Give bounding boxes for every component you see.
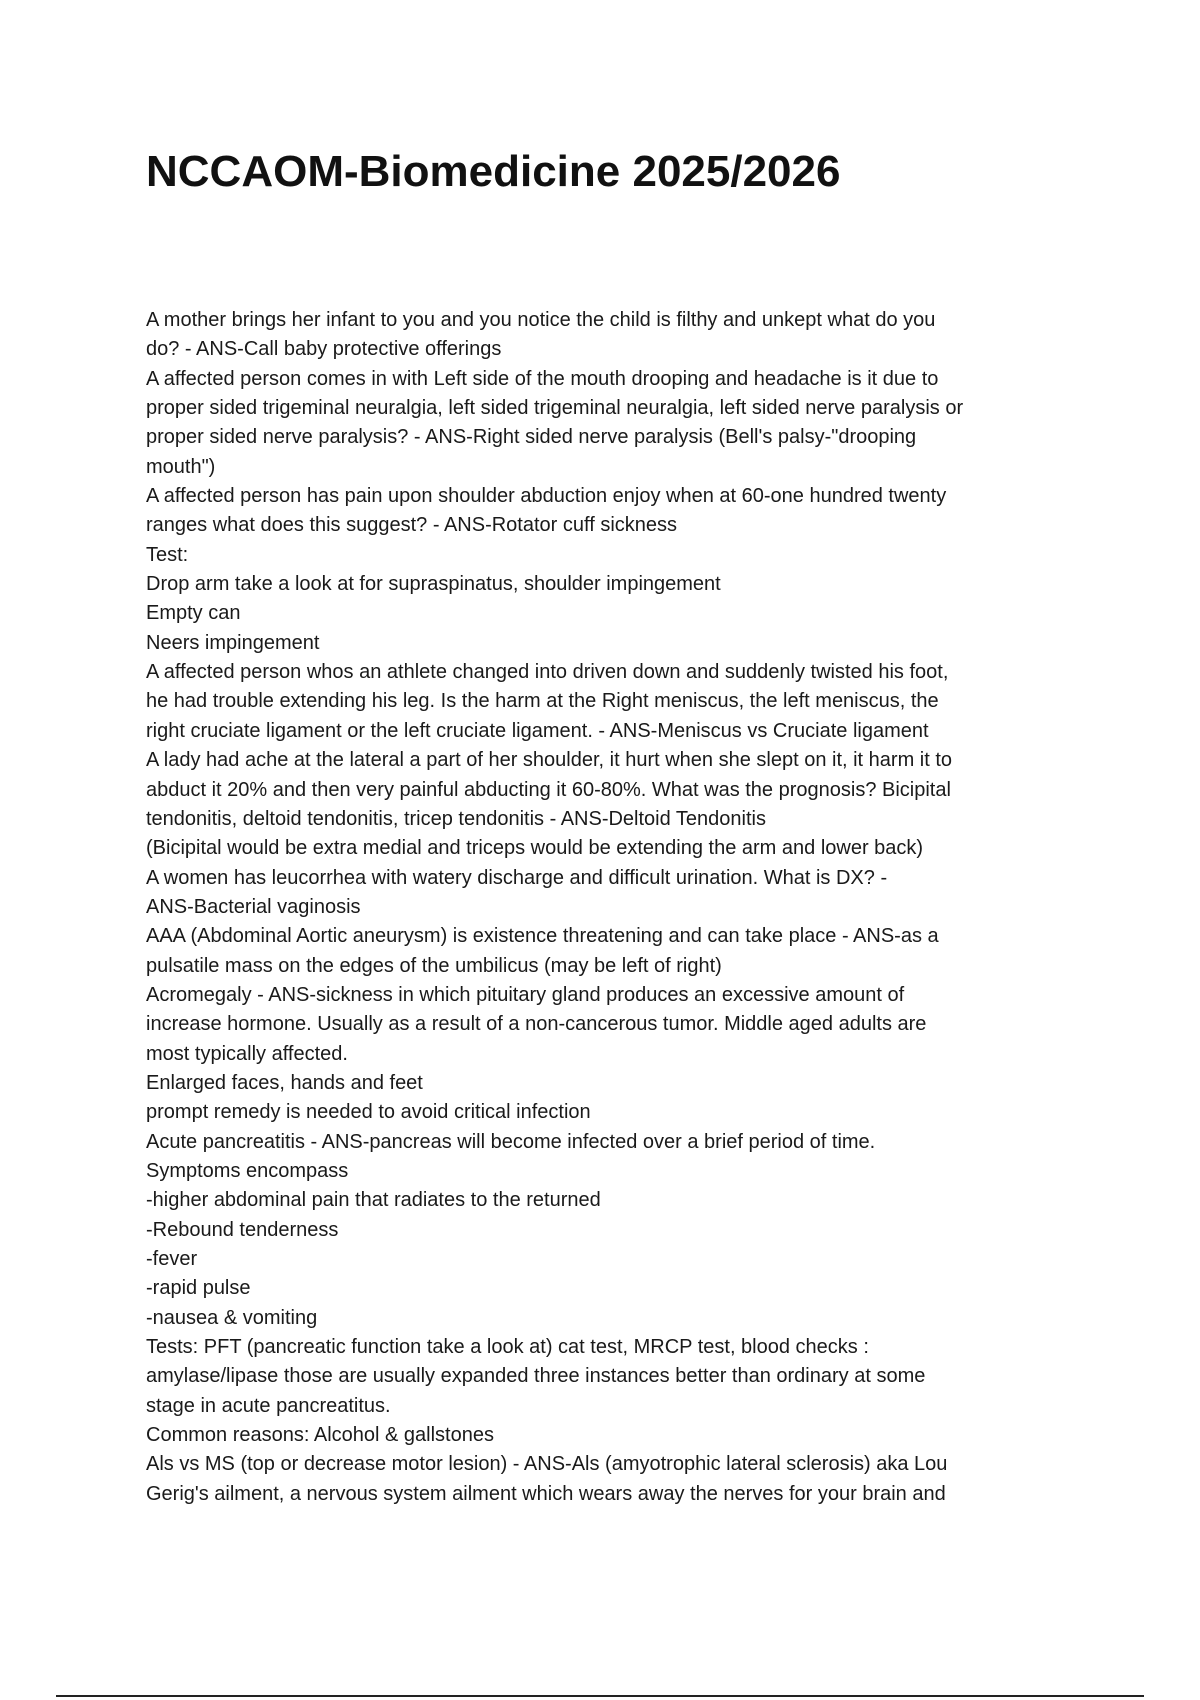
text-line: A lady had ache at the lateral a part of her shoulder, it hurt when she slept on it, it harm it to xyxy=(146,749,953,772)
document-title: NCCAOM-Biomedicine 2025/2026 xyxy=(146,147,841,196)
text-line: do? - ANS-Call baby protective offerings xyxy=(146,338,502,361)
text-line: stage in acute pancreatitus. xyxy=(146,1394,391,1417)
text-line: proper sided trigeminal neuralgia, left sided trigeminal neuralgia, left sided nerve paralysis or xyxy=(146,397,964,420)
text-line: Acute pancreatitis - ANS-pancreas will become infected over a brief period of time. xyxy=(146,1130,876,1153)
document-body xyxy=(146,306,1076,1509)
text-line: A women has leucorrhea with watery discharge and difficult urination. What is DX? - xyxy=(146,866,888,889)
text-line: -higher abdominal pain that radiates to the returned xyxy=(146,1189,601,1212)
text-line: ranges what does this suggest? - ANS-Rotator cuff sickness xyxy=(146,514,678,537)
text-line: Enlarged faces, hands and feet xyxy=(146,1071,423,1094)
text-line: A affected person whos an athlete changed into driven down and suddenly twisted his foot, xyxy=(146,661,949,684)
text-line: Empty can xyxy=(146,602,241,625)
text-line: Neers impingement xyxy=(146,631,320,654)
text-line: tendonitis, deltoid tendonitis, tricep tendonitis - ANS-Deltoid Tendonitis xyxy=(146,807,766,830)
text-line: pulsatile mass on the edges of the umbilicus (may be left of right) xyxy=(146,954,722,977)
text-line: A affected person has pain upon shoulder abduction enjoy when at 60-one hundred twenty xyxy=(146,485,947,508)
text-line: Gerig's ailment, a nervous system ailment which wears away the nerves for your brain and xyxy=(146,1482,946,1505)
text-line: prompt remedy is needed to avoid critical infection xyxy=(146,1101,591,1124)
text-line: Acromegaly - ANS-sickness in which pituitary gland produces an excessive amount of xyxy=(146,983,905,1006)
text-line: -nausea & vomiting xyxy=(146,1306,318,1329)
text-line: right cruciate ligament or the left cruciate ligament. - ANS-Meniscus vs Cruciate ligament xyxy=(146,719,929,742)
text-line: Common reasons: Alcohol & gallstones xyxy=(146,1424,494,1447)
text-line: Drop arm take a look at for supraspinatus, shoulder impingement xyxy=(146,573,721,596)
text-line: he had trouble extending his leg. Is the harm at the Right meniscus, the left meniscus, the xyxy=(146,690,939,713)
text-line: abduct it 20% and then very painful abducting it 60-80%. What was the prognosis? Bicipital xyxy=(146,778,951,801)
text-line: increase hormone. Usually as a result of a non-cancerous tumor. Middle aged adults are xyxy=(146,1013,927,1036)
text-line: (Bicipital would be extra medial and triceps would be extending the arm and lower back) xyxy=(146,837,924,860)
footer-divider xyxy=(56,1695,1144,1697)
text-line: -rapid pulse xyxy=(146,1277,251,1300)
text-line: mouth") xyxy=(146,455,216,478)
text-line: amylase/lipase those are usually expanded three instances better than ordinary at some xyxy=(146,1365,926,1388)
text-line: Als vs MS (top or decrease motor lesion) - ANS-Als (amyotrophic lateral sclerosis) aka Lou xyxy=(146,1453,948,1476)
text-line: -fever xyxy=(146,1248,198,1270)
text-line: Symptoms encompass xyxy=(146,1159,349,1182)
text-line: A mother brings her infant to you and you notice the child is filthy and unkept what do you xyxy=(146,309,936,331)
text-line: AAA (Abdominal Aortic aneurysm) is existence threatening and can take place - ANS-as a xyxy=(146,925,939,948)
text-line: proper sided nerve paralysis? - ANS-Right sided nerve paralysis (Bell's palsy-"drooping xyxy=(146,426,917,449)
text-line: most typically affected. xyxy=(146,1042,348,1065)
text-line: A affected person comes in with Left side of the mouth drooping and headache is it due to xyxy=(146,367,939,390)
text-line: -Rebound tenderness xyxy=(146,1218,339,1241)
text-line: ANS-Bacterial vaginosis xyxy=(146,895,361,918)
text-line: Tests: PFT (pancreatic function take a look at) cat test, MRCP test, blood checks : xyxy=(146,1336,869,1359)
text-line: Test: xyxy=(146,543,189,566)
